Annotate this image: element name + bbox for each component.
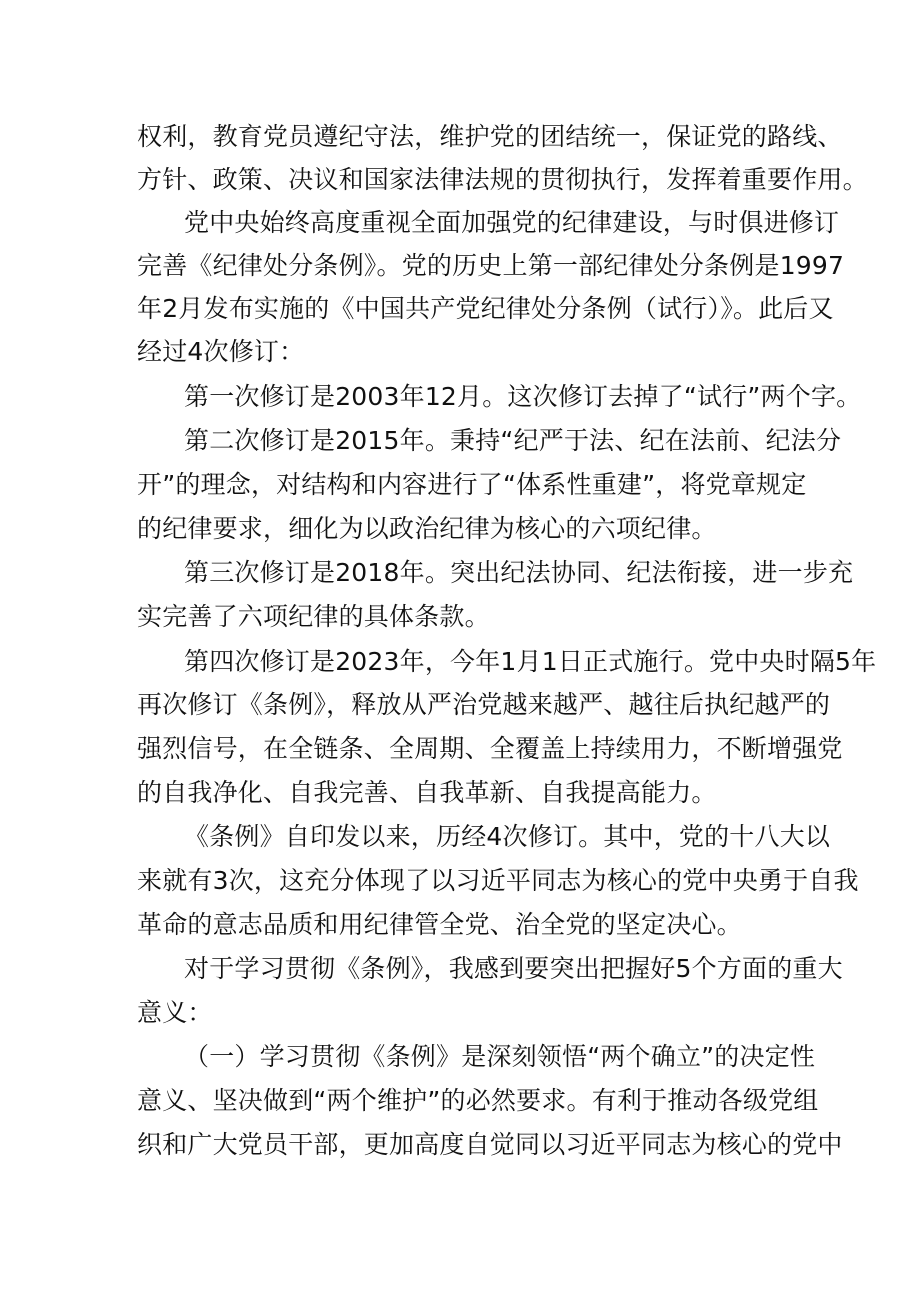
- text-line: 《条例》自印发以来，历经4次修订。其中，党的十八大以: [184, 822, 831, 851]
- text-line: 年2月发布实施的《中国共产党纪律处分条例（试行）》。此后又: [137, 294, 834, 323]
- text-line: 意义：: [137, 998, 213, 1027]
- text-line: 方针、政策、决议和国家法律法规的贯彻执行，发挥着重要作用。: [137, 165, 868, 194]
- text-line: 意义、坚决做到“两个维护”的必然要求。有利于推动各级党组: [137, 1086, 819, 1115]
- text-line: 完善《纪律处分条例》。党的历史上第一部纪律处分条例是1997: [137, 251, 845, 280]
- text-line: 再次修订《条例》，释放从严治党越来越严、越往后执纪越严的: [137, 690, 831, 719]
- text-line: 对于学习贯彻《条例》，我感到要突出把握好5个方面的重大: [184, 954, 843, 983]
- text-line: 第四次修订是2023年，今年1月1日正式施行。党中央时隔5年: [184, 647, 877, 676]
- text-line: 的纪律要求，细化为以政治纪律为核心的六项纪律。: [137, 514, 717, 543]
- text-line: 党中央始终高度重视全面加强党的纪律建设，与时俱进修订: [184, 208, 840, 237]
- text-line: 经过4次修订：: [137, 337, 305, 366]
- text-line: 权利，教育党员遵纪守法，维护党的团结统一，保证党的路线、: [137, 122, 843, 151]
- text-line: 实完善了六项纪律的具体条款。: [137, 602, 490, 631]
- text-line: （一）学习贯彻《条例》是深刻领悟“两个确立”的决定性: [184, 1042, 816, 1071]
- text-line: 开”的理念，对结构和内容进行了“体系性重建”，将党章规定: [137, 470, 807, 499]
- text-line: 来就有3次，这充分体现了以习近平同志为核心的党中央勇于自我: [137, 866, 859, 895]
- text-line: 强烈信号，在全链条、全周期、全覆盖上持续用力，不断增强党: [137, 734, 843, 763]
- text-line: 革命的意志品质和用纪律管全党、治全党的坚定决心。: [137, 910, 742, 939]
- text-line: 第一次修订是2003年12月。这次修订去掉了“试行”两个字。: [184, 382, 862, 411]
- text-line: 第三次修订是2018年。突出纪法协同、纪法衔接，进一步充: [184, 558, 854, 587]
- text-line: 织和广大党员干部，更加高度自觉同以习近平同志为核心的党中: [137, 1130, 843, 1159]
- text-line: 的自我净化、自我完善、自我革新、自我提高能力。: [137, 778, 717, 807]
- text-line: 第二次修订是2015年。秉持“纪严于法、纪在法前、纪法分: [184, 426, 842, 455]
